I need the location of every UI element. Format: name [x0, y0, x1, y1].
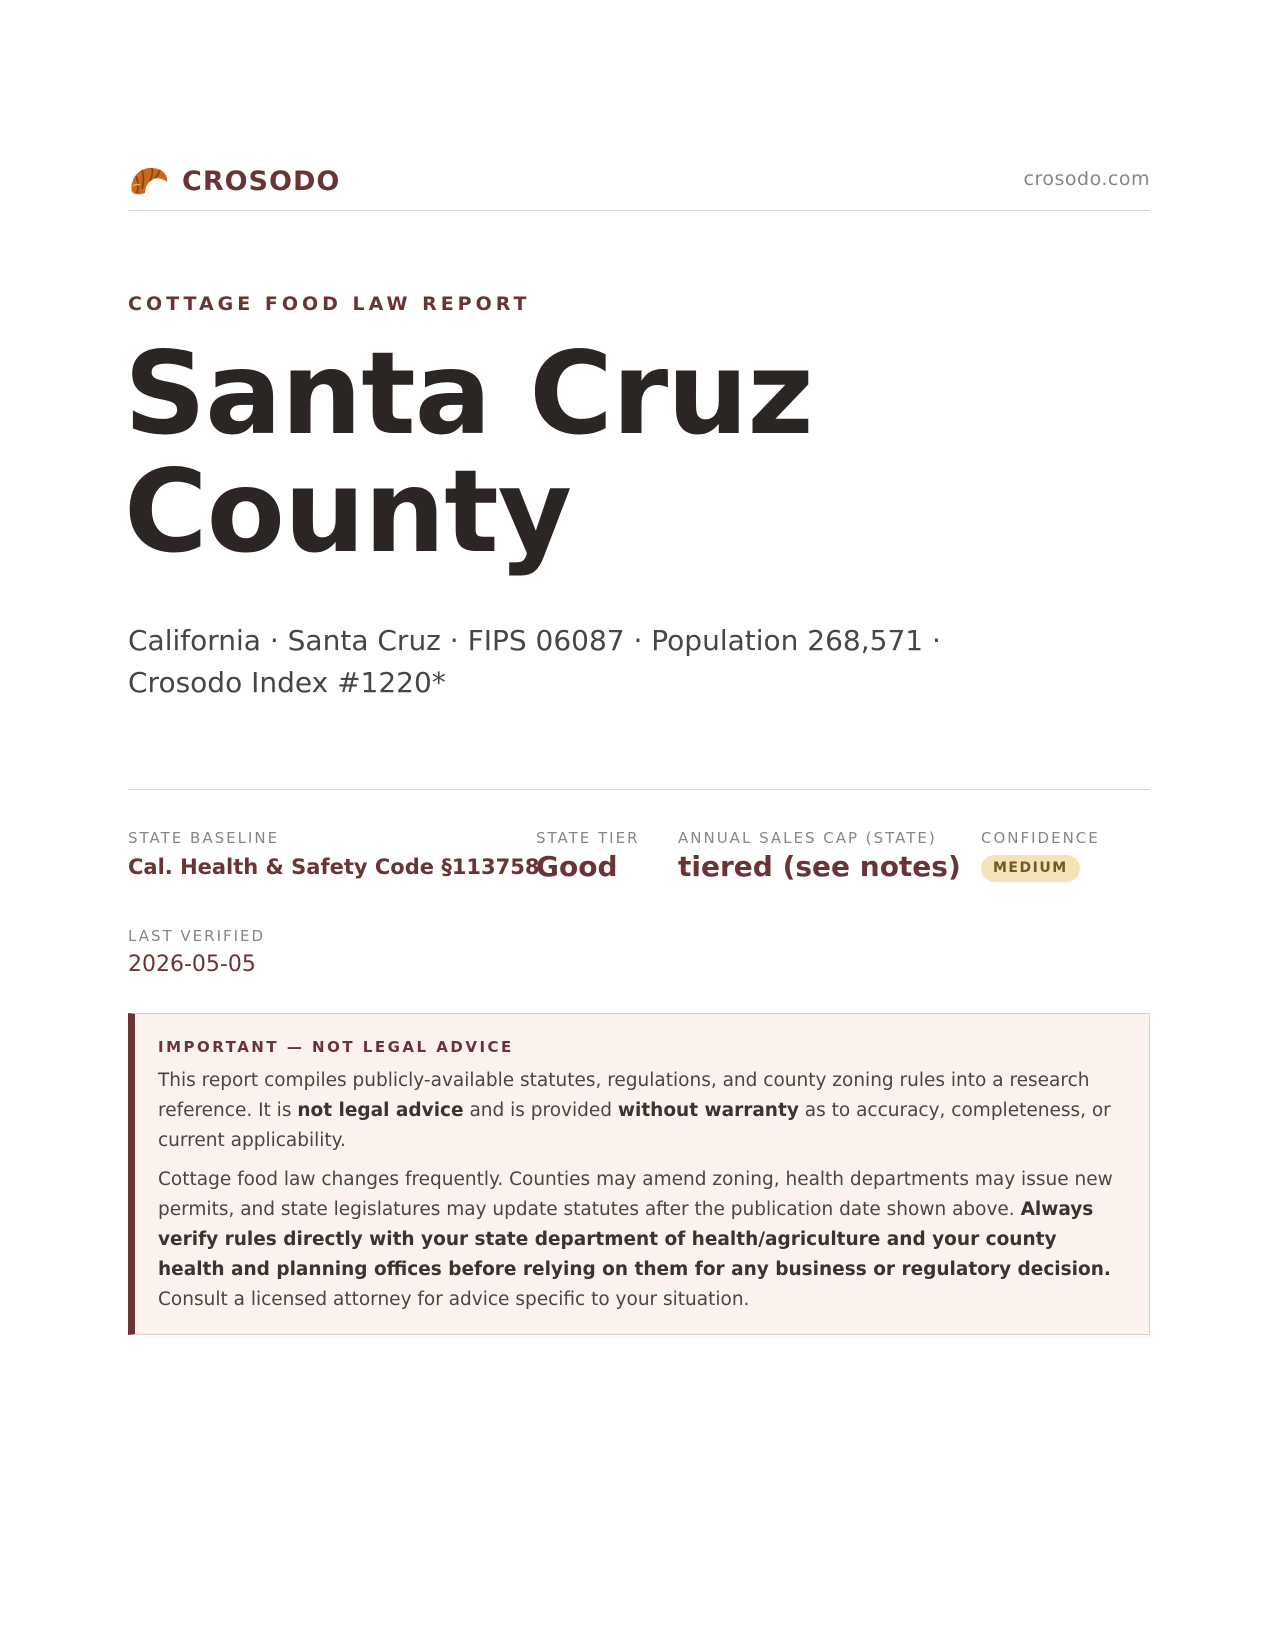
page-title	[124, 327, 1024, 578]
confidence-badge: MEDIUM	[981, 855, 1080, 882]
state-baseline-value: Cal. Health & Safety Code §113758	[128, 855, 540, 879]
state-baseline-label: STATE BASELINE	[128, 829, 280, 847]
disclaimer-paragraph-2: Cottage food law changes frequently. Counties may amend zoning, health departments may issue new permits, and state legislatures may update statutes after the publication date shown above. Always verify rules directly with your state department of health/agriculture and your county health and planning offices before relying on them for any business or regulatory decision. Consult a licensed attorney for advice specific to your situation.	[158, 1169, 1113, 1310]
disclaimer-title: IMPORTANT — NOT LEGAL ADVICE	[158, 1038, 514, 1056]
site-url-link[interactable]: crosodo.com	[1023, 168, 1150, 190]
title-line-2: County	[124, 445, 572, 578]
disclaimer-paragraph-1: This report compiles publicly-available statutes, regulations, and county zoning rules into a research reference. It is not legal advice and is provided without warranty as to accuracy, completeness, or current applicability.	[158, 1070, 1111, 1151]
last-verified-value: 2026-05-05	[128, 952, 256, 977]
subtitle-line-1: California · Santa Cruz · FIPS 06087 · Population 268,571 ·	[128, 624, 941, 657]
page-subtitle	[128, 620, 948, 704]
state-tier-value: Good	[536, 850, 618, 883]
confidence-label: CONFIDENCE	[981, 829, 1100, 847]
page-header	[128, 150, 1150, 211]
sales-cap-value: tiered (see notes)	[678, 850, 961, 883]
sales-cap-label: ANNUAL SALES CAP (STATE)	[678, 829, 937, 847]
state-tier-label: STATE TIER	[536, 829, 640, 847]
brand-name: CROSODO	[182, 165, 341, 197]
divider	[128, 789, 1150, 790]
legal-disclaimer	[128, 1013, 1150, 1335]
brand[interactable]	[128, 162, 340, 200]
last-verified-label: LAST VERIFIED	[128, 927, 266, 945]
report-type-label: COTTAGE FOOD LAW REPORT	[128, 293, 531, 315]
subtitle-line-2: Crosodo Index #1220*	[128, 666, 446, 699]
croissant-icon	[128, 162, 170, 200]
title-line-1: Santa Cruz	[124, 327, 813, 460]
